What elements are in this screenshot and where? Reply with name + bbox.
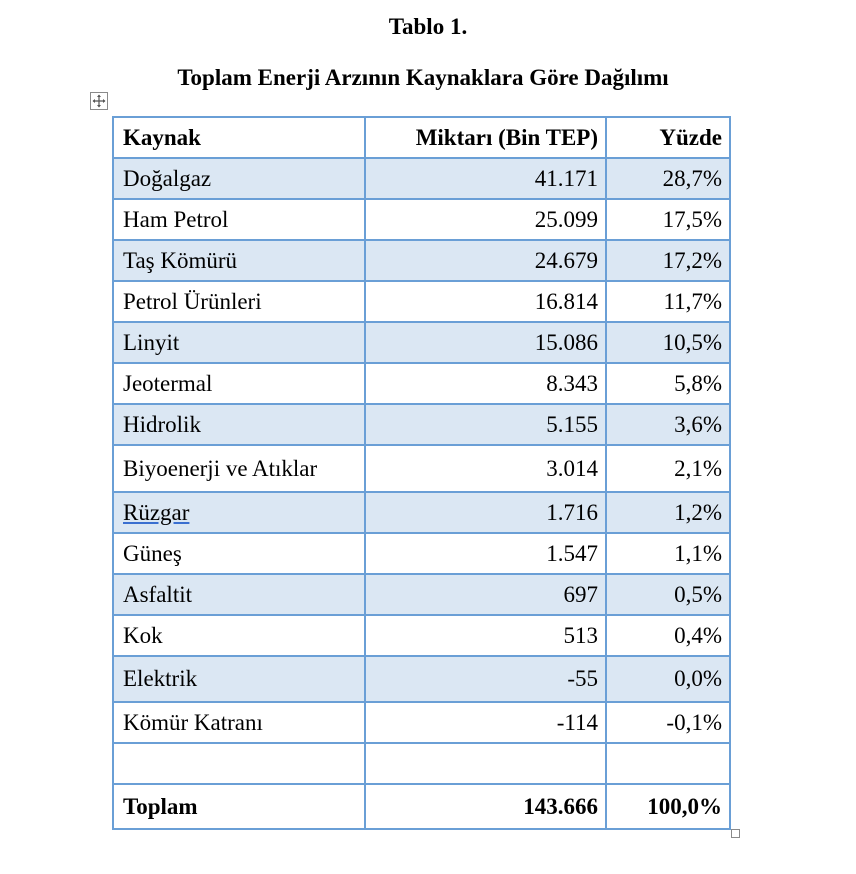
cell-amount: 1.716 xyxy=(365,492,606,533)
cell-percent: 11,7% xyxy=(606,281,730,322)
total-amount: 143.666 xyxy=(365,784,606,829)
cell-amount: 15.086 xyxy=(365,322,606,363)
cell-source: Kok xyxy=(113,615,365,656)
cell-percent: 0,4% xyxy=(606,615,730,656)
cell-percent: 17,5% xyxy=(606,199,730,240)
header-percent: Yüzde xyxy=(606,117,730,158)
empty-cell xyxy=(113,743,365,784)
table-total-row xyxy=(113,784,730,829)
cell-percent: 0,5% xyxy=(606,574,730,615)
cell-source: Güneş xyxy=(113,533,365,574)
empty-row xyxy=(113,743,730,784)
cell-source: Asfaltit xyxy=(113,574,365,615)
table-row xyxy=(113,445,730,492)
table-row xyxy=(113,404,730,445)
cell-percent: 10,5% xyxy=(606,322,730,363)
cell-amount: 16.814 xyxy=(365,281,606,322)
cell-source: Taş Kömürü xyxy=(113,240,365,281)
cell-amount: 697 xyxy=(365,574,606,615)
cell-amount: 1.547 xyxy=(365,533,606,574)
header-source: Kaynak xyxy=(113,117,365,158)
cell-amount: -114 xyxy=(365,702,606,743)
cell-percent: 3,6% xyxy=(606,404,730,445)
total-label: Toplam xyxy=(113,784,365,829)
move-arrows-icon[interactable] xyxy=(90,92,108,110)
cell-amount: 513 xyxy=(365,615,606,656)
cell-percent: 17,2% xyxy=(606,240,730,281)
cell-source: Hidrolik xyxy=(113,404,365,445)
total-percent: 100,0% xyxy=(606,784,730,829)
table-row xyxy=(113,702,730,743)
table-row xyxy=(113,363,730,404)
cell-source: Ham Petrol xyxy=(113,199,365,240)
table-row xyxy=(113,533,730,574)
resize-square-icon[interactable] xyxy=(731,829,740,838)
table-row xyxy=(113,574,730,615)
energy-supply-table xyxy=(112,116,731,830)
cell-amount: 41.171 xyxy=(365,158,606,199)
cell-amount: -55 xyxy=(365,656,606,702)
cell-amount: 8.343 xyxy=(365,363,606,404)
header-amount: Miktarı (Bin TEP) xyxy=(365,117,606,158)
table-header-row xyxy=(113,117,730,158)
cell-percent: 28,7% xyxy=(606,158,730,199)
cell-source: Kömür Katranı xyxy=(113,702,365,743)
cell-percent: 1,2% xyxy=(606,492,730,533)
table-row xyxy=(113,158,730,199)
cell-percent: 0,0% xyxy=(606,656,730,702)
cell-source: Jeotermal xyxy=(113,363,365,404)
table-row xyxy=(113,240,730,281)
empty-cell xyxy=(606,743,730,784)
table-caption-title: Tablo 1. xyxy=(388,14,468,39)
cell-percent: -0,1% xyxy=(606,702,730,743)
spellcheck-flagged-word: Rüzgar xyxy=(123,499,190,525)
table-caption-subtitle: Toplam Enerji Arzının Kaynaklara Göre Dağılımı xyxy=(177,65,669,90)
cell-source xyxy=(113,492,365,533)
table-row xyxy=(113,492,730,533)
empty-cell xyxy=(365,743,606,784)
cell-amount: 24.679 xyxy=(365,240,606,281)
cell-amount: 5.155 xyxy=(365,404,606,445)
cell-percent: 2,1% xyxy=(606,445,730,492)
cell-percent: 5,8% xyxy=(606,363,730,404)
table-row xyxy=(113,322,730,363)
table-row xyxy=(113,281,730,322)
table-row xyxy=(113,199,730,240)
cell-percent: 1,1% xyxy=(606,533,730,574)
cell-source: Biyoenerji ve Atıklar xyxy=(113,445,365,492)
cell-source: Petrol Ürünleri xyxy=(113,281,365,322)
cell-amount: 3.014 xyxy=(365,445,606,492)
table-row xyxy=(113,615,730,656)
cell-source: Elektrik xyxy=(113,656,365,702)
cell-amount: 25.099 xyxy=(365,199,606,240)
cell-source: Doğalgaz xyxy=(113,158,365,199)
table-row xyxy=(113,656,730,702)
cell-source: Linyit xyxy=(113,322,365,363)
